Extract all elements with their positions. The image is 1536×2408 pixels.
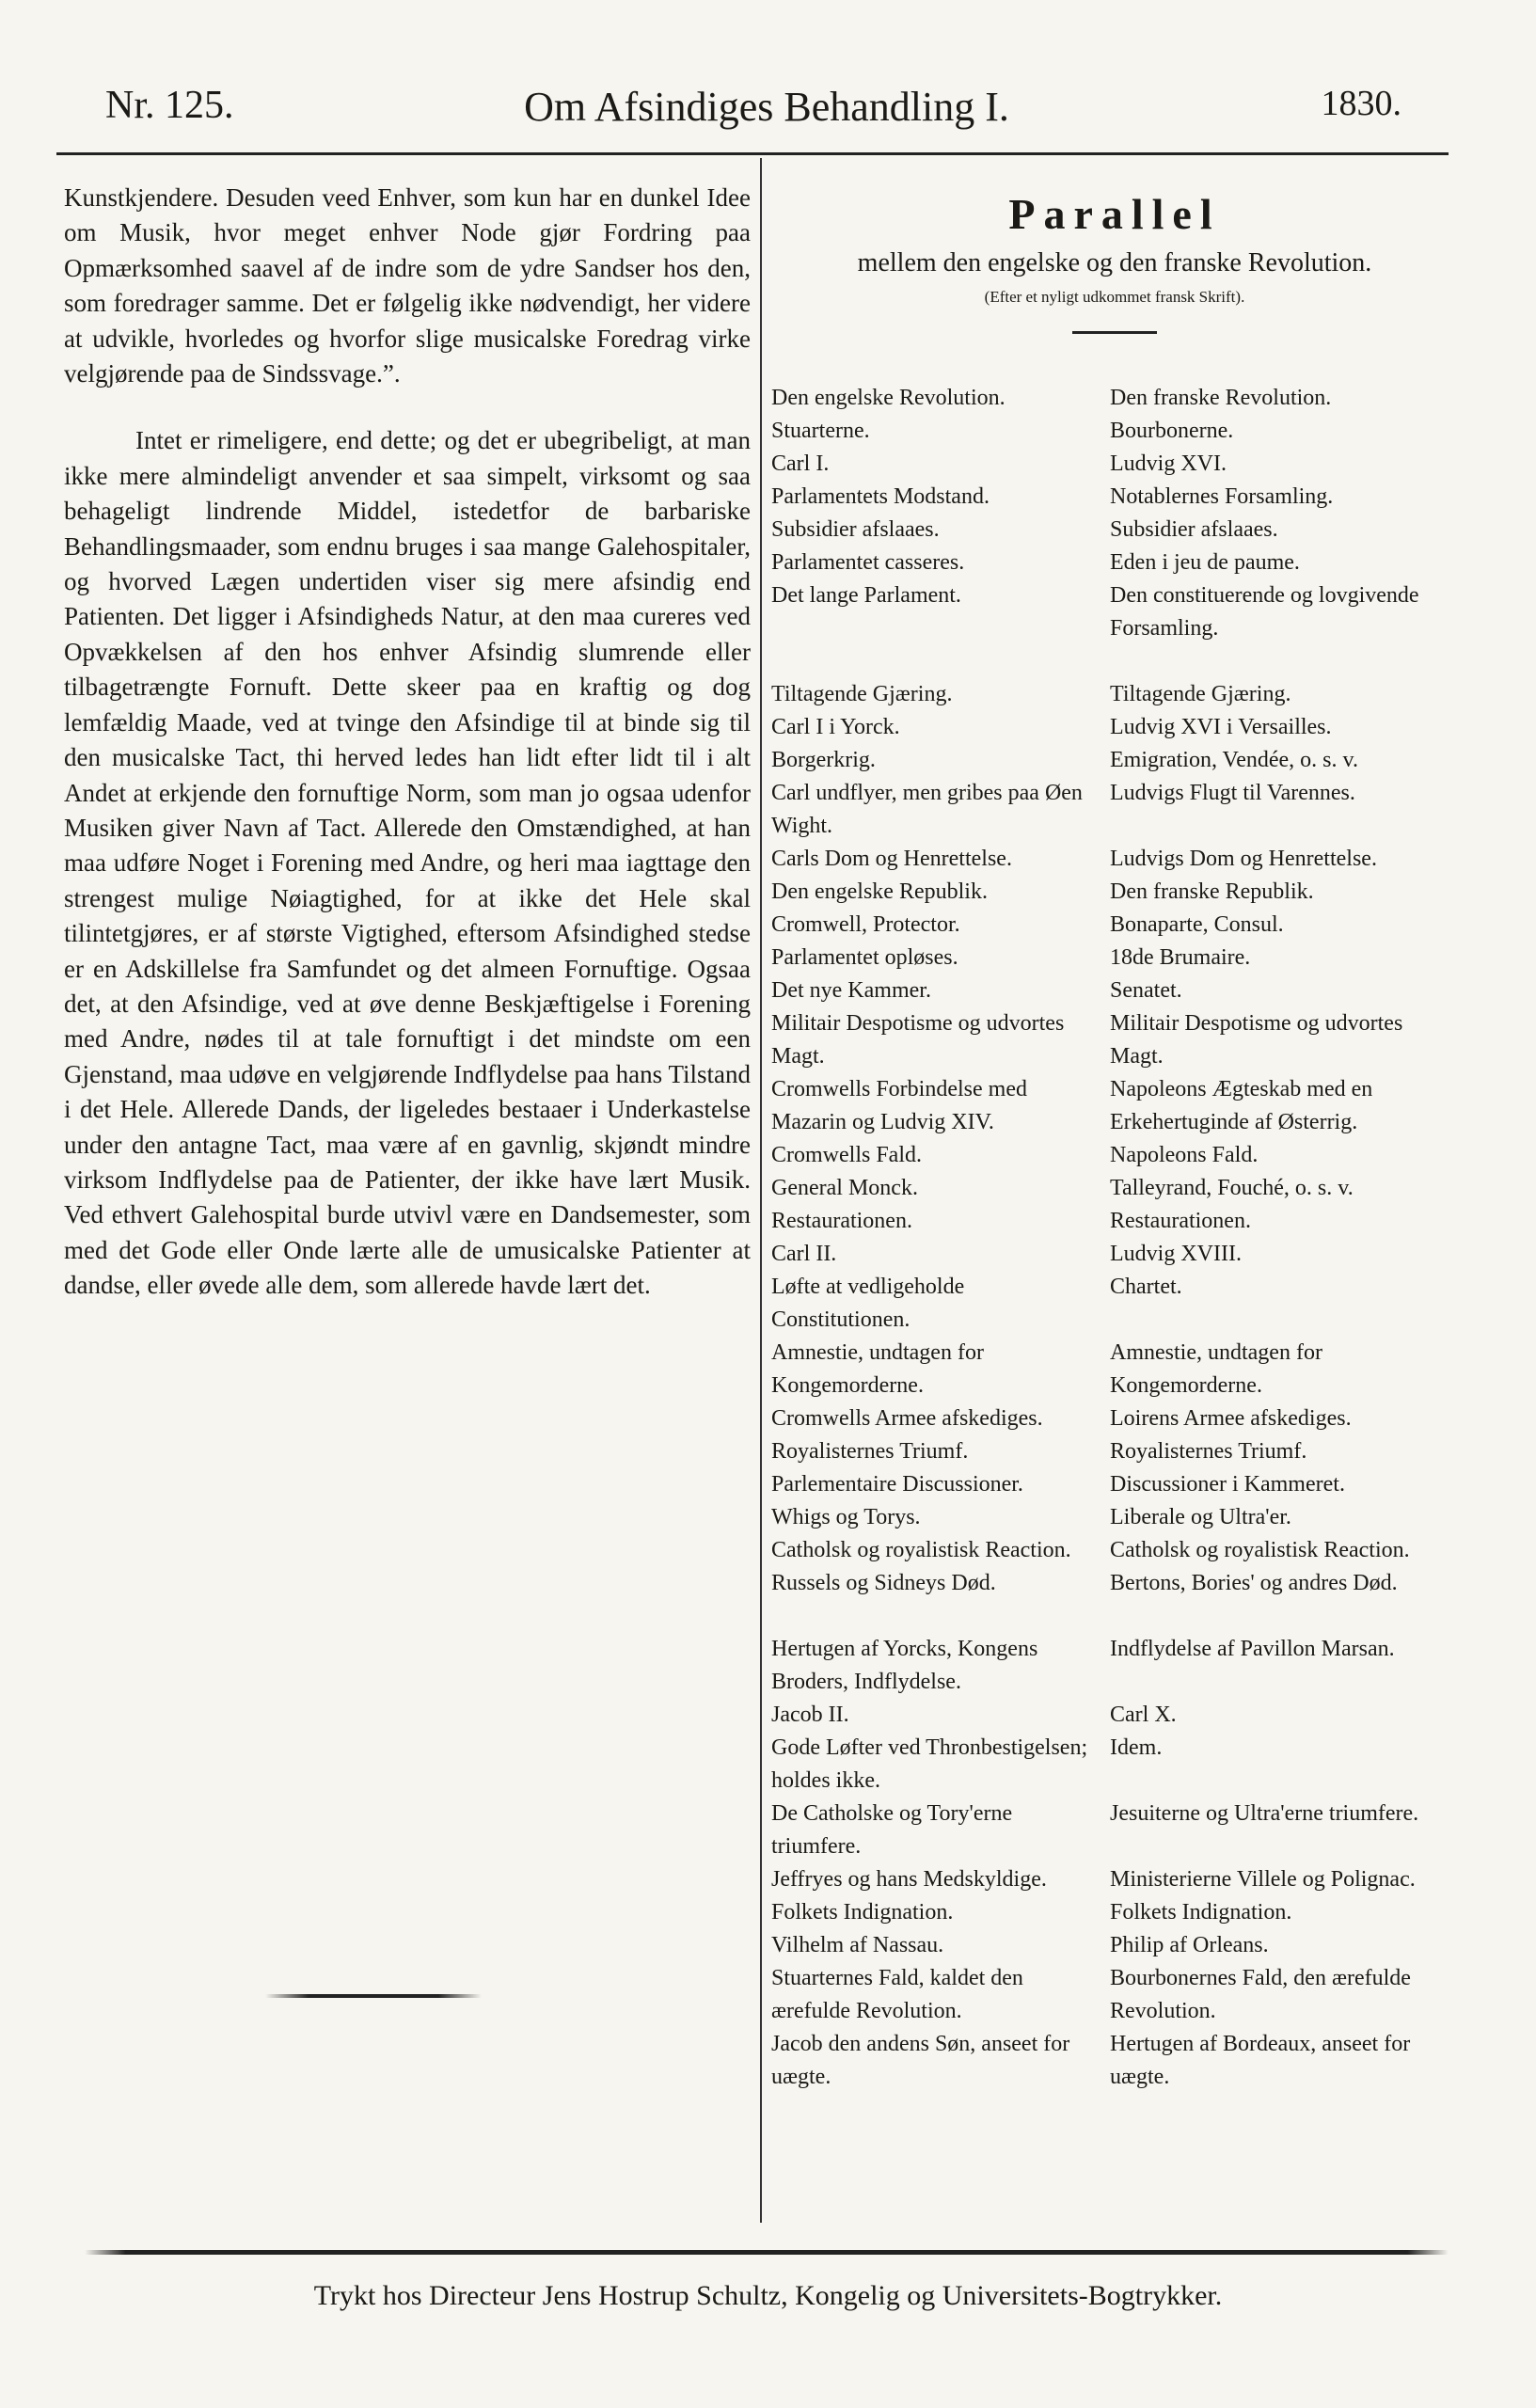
english-event: Whigs og Torys. [771,1505,921,1529]
table-row [771,1468,1458,1501]
table-row [771,1501,1458,1534]
column-header-french: Den franske Revolution. [1110,386,1332,410]
french-event: Talleyrand, Fouché, o. s. v. [1110,1176,1354,1200]
page-header [94,83,1439,139]
english-event: Det lange Parlament. [771,583,961,608]
english-event: Cromwells Fald. [771,1143,922,1167]
english-event: Vilhelm af Nassau. [771,1933,944,1957]
table-row [771,843,1458,876]
english-event: Carls Dom og Henrettelse. [771,847,1012,871]
body-paragraph: Intet er rimeligere, end dette; og det er ubegribeligt, at man ikke mere almindeligt anvender et saa simpelt, virksomt og saa behageligt lindrende Middel, istedetfor de barbariske Behandlingsmaader, som endnu bruges i saa mange Galehospitaler, og hvorved Lægen undertiden viser sig mere afsindig end Patienten. Det ligger i Afsindigheds Natur, at den maa cureres ved Opvækkelsen af den hos enhver Afsindig slumrende eller tilbagetrængte Fornuft. Dette skeer paa en kraftig og dog lemfældig Maade, ved at tvinge den Afsindige til at binde sig til den musicalske Tact, thi herved ledes han lidt efter lidt til i alt Andet at erkjende den fornuftige Norm, som man jo ogsaa udenfor Musiken giver Navn af Tact. Allerede den Omstændighed, at han maa udføre Noget i Forening med Andre, og heri maa iagttage den strengest mulige Nøiagtighed, for at ikke det Hele skal tilintetgjøres, er af største Vigtighed, eftersom Afsindighed stedse er en Adskillelse fra Samfundet og det almeen Fornuftige. Ogsaa det, at den Afsindige, ved at øve denne Beskjæftigelse i Forening med Andre, nødes til at tale fornuftigt i det mindste om een Gjenstand, maa udøve en velgjørende Indflydelse paa hans Tilstand i det Hele. Allerede Dands, der ligeledes bestaaer i Underkastelse under den antagne Tact, maa være af en gavnlig, skjøndt mindre virksom Indflydelse paa de Patienter, der ikke have lært Musik. Ved ethvert Galehospital burde utvivl være en Dandsemester, som med det Gode eller Onde lærte alle de umusicalske Patienter at dandse, eller øvede alle dem, som allerede havde lært det. [64,426,751,1300]
table-row [771,777,1458,843]
french-event: Bonaparte, Consul. [1110,912,1284,937]
table-row [771,1238,1458,1271]
english-event: Russels og Sidneys Død. [771,1571,996,1595]
french-event: Ludvig XVI. [1110,452,1227,476]
table-row [771,1007,1458,1073]
english-event: Royalisternes Triumf. [771,1439,969,1464]
table-row [771,1863,1458,1896]
table-row [771,1699,1458,1732]
english-event: Jacob II. [771,1703,849,1727]
french-event: Bourbonernes Fald, den ærefulde Revolution. [1110,1966,1411,2023]
french-event: Bourbonerne. [1110,419,1234,443]
french-event: Folkets Indignation. [1110,1900,1292,1925]
table-header [771,382,1458,415]
table-row [771,1929,1458,1962]
table-row [771,678,1458,711]
french-event: Liberale og Ultra'er. [1110,1505,1291,1529]
french-event: Subsidier afslaaes. [1110,517,1278,542]
french-event: Den franske Republik. [1110,879,1314,904]
parallel-note: (Efter et nyligt udkommet fransk Skrift). [984,288,1245,306]
english-event: Amnestie, undtagen for Kongemorderne. [771,1340,984,1398]
table-row [771,1962,1458,2028]
english-event: Carl II. [771,1242,837,1266]
english-event: Catholsk og royalistisk Reaction. [771,1538,1071,1562]
english-event: Subsidier afslaaes. [771,517,940,542]
english-event: Det nye Kammer. [771,978,931,1003]
parallel-subtitle: mellem den engelske og den franske Revolution. [857,248,1372,277]
french-event: Ministerierne Villele og Polignac. [1110,1867,1416,1892]
french-event: Den constituerende og lovgivende Forsamling. [1110,583,1419,641]
table-row [771,711,1458,744]
english-event: Carl undflyer, men gribes paa Øen Wight. [771,781,1083,838]
english-event: Cromwells Armee afskediges. [771,1406,1043,1431]
french-event: Ludvig XVIII. [1110,1242,1242,1266]
table-row [771,1534,1458,1567]
table-row [771,1732,1458,1798]
french-event: Emigration, Vendée, o. s. v. [1110,748,1358,772]
french-event: Royalisternes Triumf. [1110,1439,1307,1464]
issue-number: Nr. 125. [105,84,234,127]
english-event: Jeffryes og hans Medskyldige. [771,1867,1047,1892]
french-event: Catholsk og royalistisk Reaction. [1110,1538,1410,1562]
english-event: Militair Despotisme og udvortes Magt. [771,1011,1065,1069]
table-row [771,876,1458,909]
table-row [771,974,1458,1007]
column-divider [760,158,762,2223]
table-row [771,1633,1458,1699]
footer-rule [85,2250,1449,2255]
french-event: Ludvigs Flugt til Varennes. [1110,781,1355,805]
english-event: Tiltagende Gjæring. [771,682,953,706]
table-row [771,514,1458,547]
table-row [771,1073,1458,1139]
table-row [771,1172,1458,1205]
page-title: Om Afsindiges Behandling I. [524,84,1009,130]
english-event: General Monck. [771,1176,918,1200]
table-row [771,909,1458,942]
table-row [771,547,1458,579]
english-event: Carl I. [771,452,830,476]
english-event: Parlementaire Discussioner. [771,1472,1023,1497]
french-event: Loirens Armee afskediges. [1110,1406,1352,1431]
english-event: Restaurationen. [771,1209,912,1233]
table-row [771,744,1458,777]
table-row [771,1896,1458,1929]
row-gap [771,1600,1458,1633]
french-event: Ludvigs Dom og Henrettelse. [1110,847,1377,871]
left-column [64,181,751,1304]
french-event: Amnestie, undtagen for Kongemorderne. [1110,1340,1322,1398]
english-event: Carl I i Yorck. [771,715,900,739]
table-row [771,448,1458,481]
english-event: Parlamentet opløses. [771,945,958,970]
table-row [771,2028,1458,2094]
printer-imprint: Trykt hos Directeur Jens Hostrup Schultz, Kongelig og Universitets-Bogtrykker. [313,2280,1223,2311]
table-row [771,1337,1458,1402]
table-row [771,579,1458,645]
english-event: Jacob den andens Søn, anseet for uægte. [771,2032,1070,2089]
parallel-table [771,382,1458,2094]
table-row [771,1567,1458,1600]
table-row [771,942,1458,974]
english-event: Borgerkrig. [771,748,876,772]
french-event: Tiltagende Gjæring. [1110,682,1291,706]
english-event: Løfte at vedligeholde Constitutionen. [771,1275,965,1332]
table-row [771,1205,1458,1238]
column-header-english: Den engelske Revolution. [771,386,1006,410]
parallel-title: Parallel [1008,190,1221,238]
french-event: Philip af Orleans. [1110,1933,1269,1957]
table-row [771,1139,1458,1172]
french-event: Senatet. [1110,978,1182,1003]
french-event: Indflydelse af Pavillon Marsan. [1110,1637,1395,1661]
french-event: Hertugen af Bordeaux, anseet for uægte. [1110,2032,1411,2089]
french-event: Idem. [1110,1735,1163,1760]
french-event: Napoleons Fald. [1110,1143,1259,1167]
french-event: Militair Despotisme og udvortes Magt. [1110,1011,1403,1069]
french-event: Discussioner i Kammeret. [1110,1472,1345,1497]
english-event: Folkets Indignation. [771,1900,954,1925]
french-event: Ludvig XVI i Versailles. [1110,715,1332,739]
french-event: Bertons, Bories' og andres Død. [1110,1571,1398,1595]
french-event: Napoleons Ægteskab med en Erkehertuginde af Østerrig. [1110,1077,1373,1134]
french-event: Eden i jeu de paume. [1110,550,1300,575]
table-row [771,1435,1458,1468]
french-event: 18de Brumaire. [1110,945,1251,970]
french-event: Restaurationen. [1110,1209,1251,1233]
short-rule [1072,331,1157,334]
header-rule [56,152,1449,155]
english-event: Parlamentets Modstand. [771,484,990,509]
table-row [771,1402,1458,1435]
english-event: Parlamentet casseres. [771,550,965,575]
year: 1830. [1321,84,1401,123]
english-event: Cromwells Forbindelse med Mazarin og Ludvig XIV. [771,1077,1027,1134]
english-event: Stuarternes Fald, kaldet den ærefulde Revolution. [771,1966,1023,2023]
english-event: Stuarterne. [771,419,870,443]
english-event: Gode Løfter ved Thronbestigelsen; holdes ikke. [771,1735,1088,1793]
french-event: Carl X. [1110,1703,1177,1727]
table-row [771,1798,1458,1863]
row-gap [771,645,1458,678]
english-event: De Catholske og Tory'erne triumfere. [771,1801,1013,1859]
english-event: Den engelske Republik. [771,879,988,904]
table-row [771,415,1458,448]
english-event: Cromwell, Protector. [771,912,960,937]
french-event: Jesuiterne og Ultra'erne triumfere. [1110,1801,1419,1826]
french-event: Notablernes Forsamling. [1110,484,1334,509]
french-event: Chartet. [1110,1275,1182,1299]
ornamental-rule [265,1994,482,1998]
english-event: Hertugen af Yorcks, Kongens Broders, Indflydelse. [771,1637,1038,1694]
table-row [771,1271,1458,1337]
body-paragraph: Kunstkjendere. Desuden veed Enhver, som kun har en dunkel Idee om Musik, hvor meget enhver Node gjør Fordring paa Opmærksomhed saavel af de indre som de ydre Sandser hos den, som foredrager samme. Det er følgelig ikke nødvendigt, her videre at udvikle, hvorledes og hvorfor slige musicalske Foredrag virke velgjørende paa de Sindssvage.”. [64,183,751,388]
table-row [771,481,1458,514]
parallel-section [771,188,1458,2089]
